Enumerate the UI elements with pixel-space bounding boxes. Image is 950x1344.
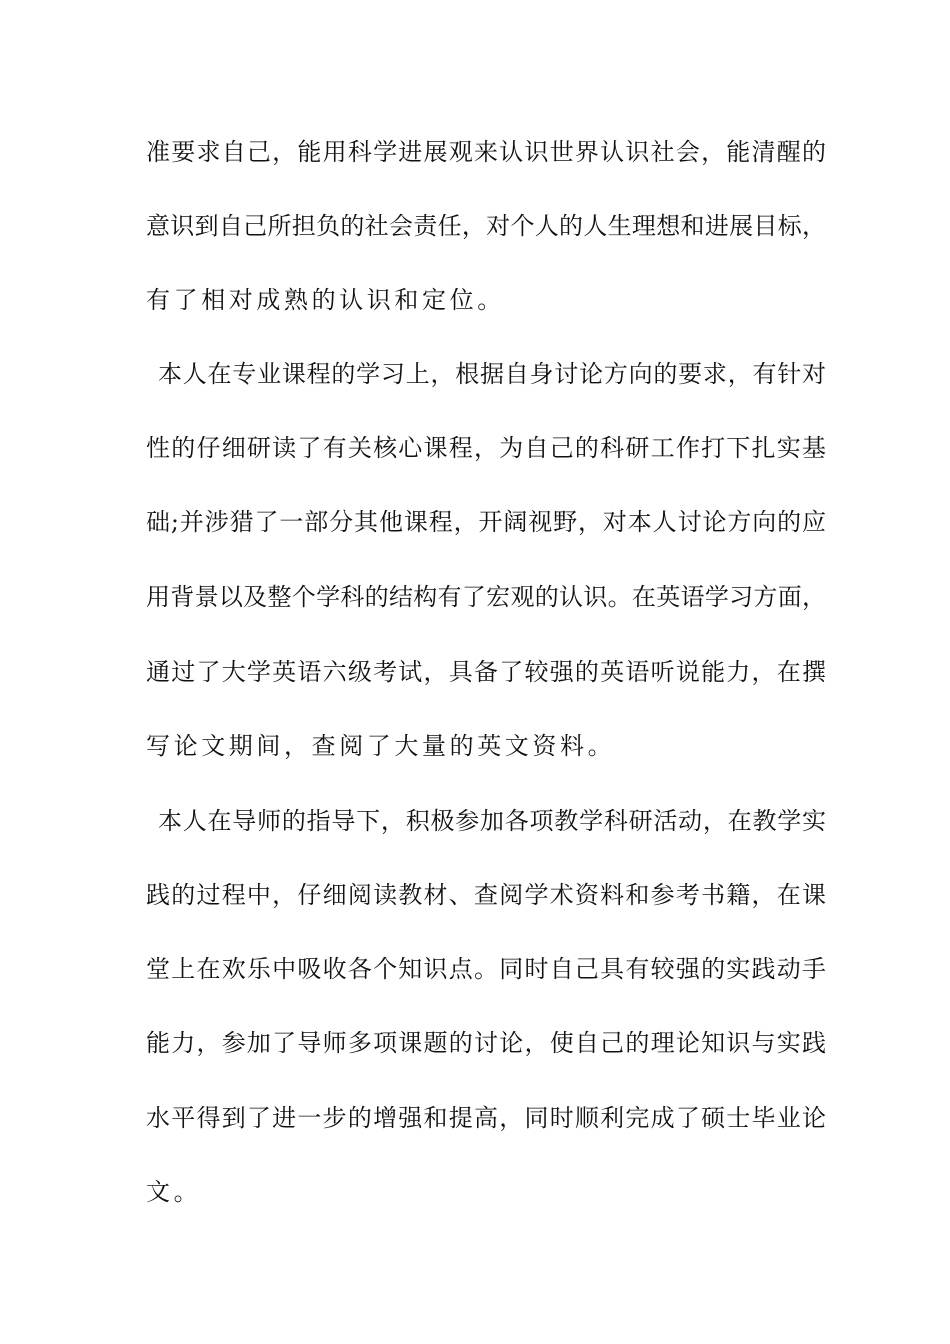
text-line: 堂上在欢乐中吸收各个知识点。同时自己具有较强的实践动手 — [146, 955, 826, 983]
text-line: 有了相对成熟的认识和定位。 — [146, 286, 505, 314]
text-line: 础;并涉猎了一部分其他课程，开阔视野，对本人讨论方向的应 — [146, 508, 826, 536]
text-line: 能力，参加了导师多项课题的讨论，使自己的理论知识与实践 — [146, 1029, 826, 1057]
text-line: 文。 — [146, 1178, 202, 1206]
text-line: 践的过程中，仔细阅读教材、查阅学术资料和参考书籍，在课 — [146, 881, 826, 909]
text-line: 通过了大学英语六级考试，具备了较强的英语听说能力，在撰 — [146, 658, 826, 686]
text-line: 性的仔细研读了有关核心课程，为自己的科研工作打下扎实基 — [146, 434, 826, 462]
text-line: 意识到自己所担负的社会责任，对个人的人生理想和进展目标， — [146, 212, 826, 240]
text-line: 准要求自己，能用科学进展观来认识世界认识社会，能清醒的 — [146, 138, 826, 166]
text-line: 用背景以及整个学科的结构有了宏观的认识。在英语学习方面， — [146, 583, 826, 611]
text-line: 写论文期间，查阅了大量的英文资料。 — [146, 732, 616, 760]
paragraph-first-line: 本人在专业课程的学习上，根据自身讨论方向的要求，有针对 — [158, 360, 826, 388]
paragraph-first-line: 本人在导师的指导下，积极参加各项教学科研活动，在教学实 — [158, 807, 826, 835]
text-line: 水平得到了进一步的增强和提高，同时顺利完成了硕士毕业论 — [146, 1104, 826, 1132]
